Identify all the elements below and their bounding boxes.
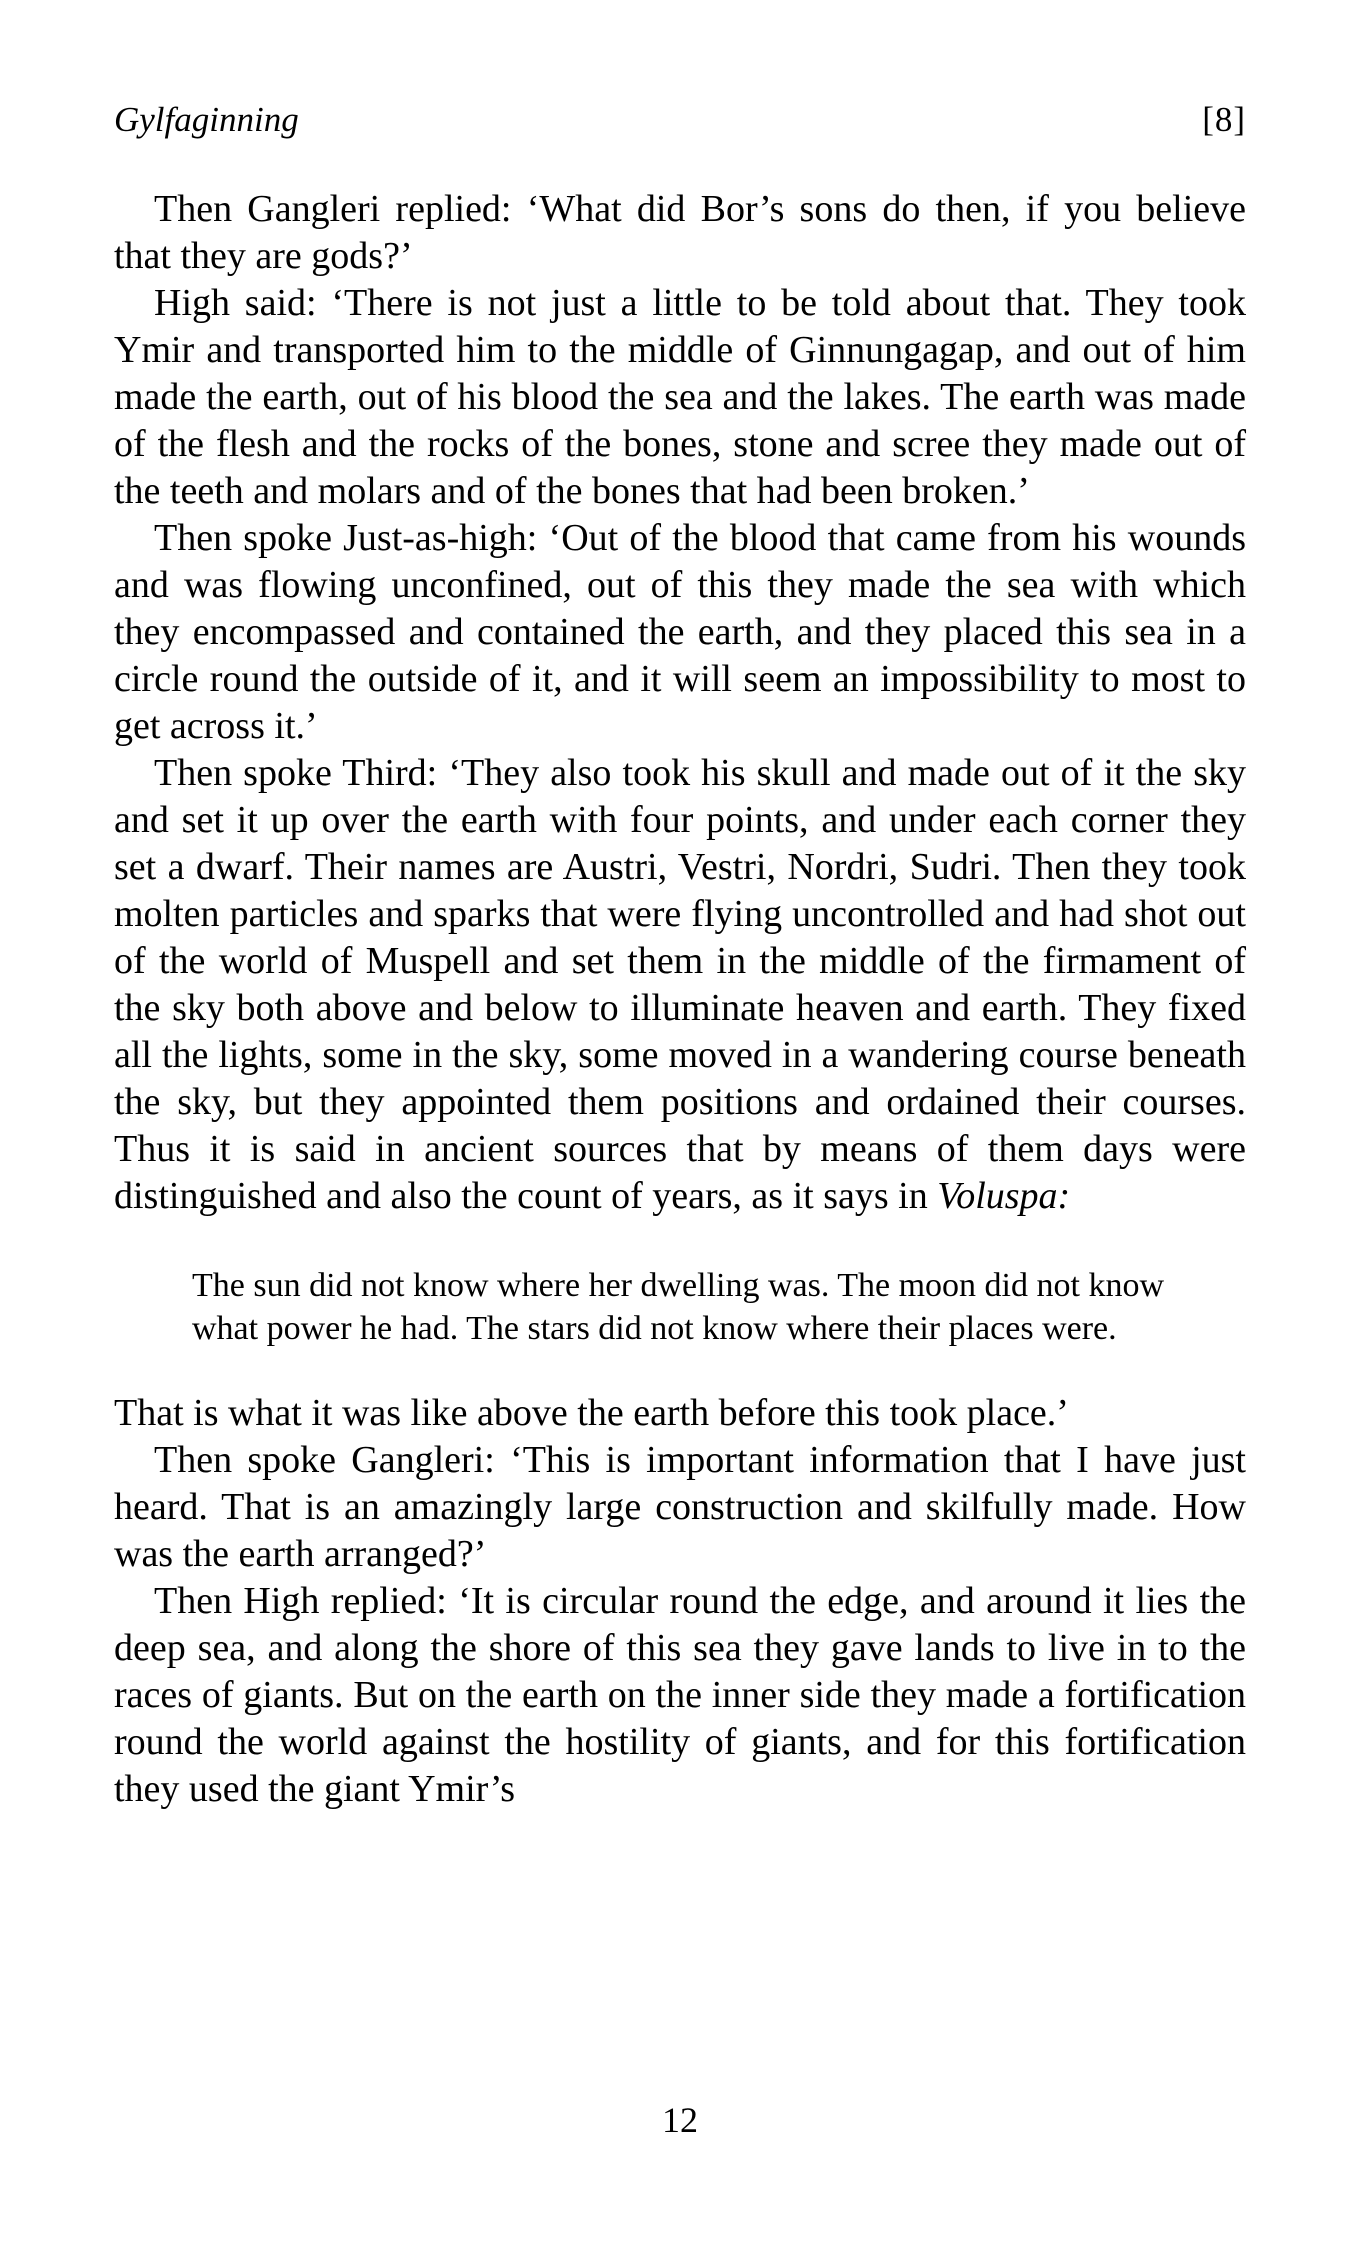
paragraph-high-reply: Then High replied: ‘It is circular round the edge, and around it lies the deep sea, and along the shore of this sea they gave lands to live in to the races of giants. But on the earth on the inner side they made a fortification round the world against the hostility of giants, and for this fortification they used the giant Ymir’s [114,1580,1246,1810]
source-title: Voluspa: [937,1175,1071,1217]
running-head [114,100,1246,140]
paragraph-gangleri-reply: Then spoke Gangleri: ‘This is important information that I have just heard. That is an amazingly large construction and skilfully made. How was the earth arranged?’ [114,1439,1246,1575]
running-title: Gylfaginning [114,100,299,139]
verse-quotation: The sun did not know where her dwelling was. The moon did not know what power he had. The stars did not know where their places were. [192,1267,1165,1347]
body-text [114,186,1246,1813]
paragraph-third-text: Then spoke Third: ‘They also took his skull and made out of it the sky and set it up over the earth with four points, and under each corner they set a dwarf. Their names are Austri, Vestri, Nordri, Sudri. Then they took molten particles and sparks that were flying uncontrolled and had shot out of the world of Muspell and set them in the middle of the firmament of the sky both above and below to illuminate heaven and earth. They fixed all the lights, some in the sky, some moved in a wandering course beneath the sky, but they appointed them positions and ordained their courses. Thus it is said in ancient sources that by means of them days were distinguished and also the count of years, as it says in [114,752,1246,1217]
paragraph-high-answer: High said: ‘There is not just a little to be told about that. They took Ymir and transported him to the middle of Ginnungagap, and out of him made the earth, out of his blood the sea and the lakes. The earth was made of the flesh and the rocks of the bones, stone and scree they made out of the teeth and molars and of the bones that had been broken.’ [114,282,1246,512]
paragraph-after-quote: That is what it was like above the earth before this took place.’ [114,1392,1069,1434]
book-page [114,100,1246,2220]
section-marker: [8] [1202,100,1246,139]
paragraph-just-as-high: Then spoke Just-as-high: ‘Out of the blood that came from his wounds and was flowing unconfined, out of this they made the sea with which they encompassed and contained the earth, and they placed this sea in a circle round the outside of it, and it will seem an impossibility to most to get across it.’ [114,517,1246,747]
paragraph-third [114,750,1246,1220]
paragraph-gangleri-question: Then Gangleri replied: ‘What did Bor’s sons do then, if you believe that they are gods?’ [114,188,1246,277]
page-number: 12 [662,2100,698,2140]
